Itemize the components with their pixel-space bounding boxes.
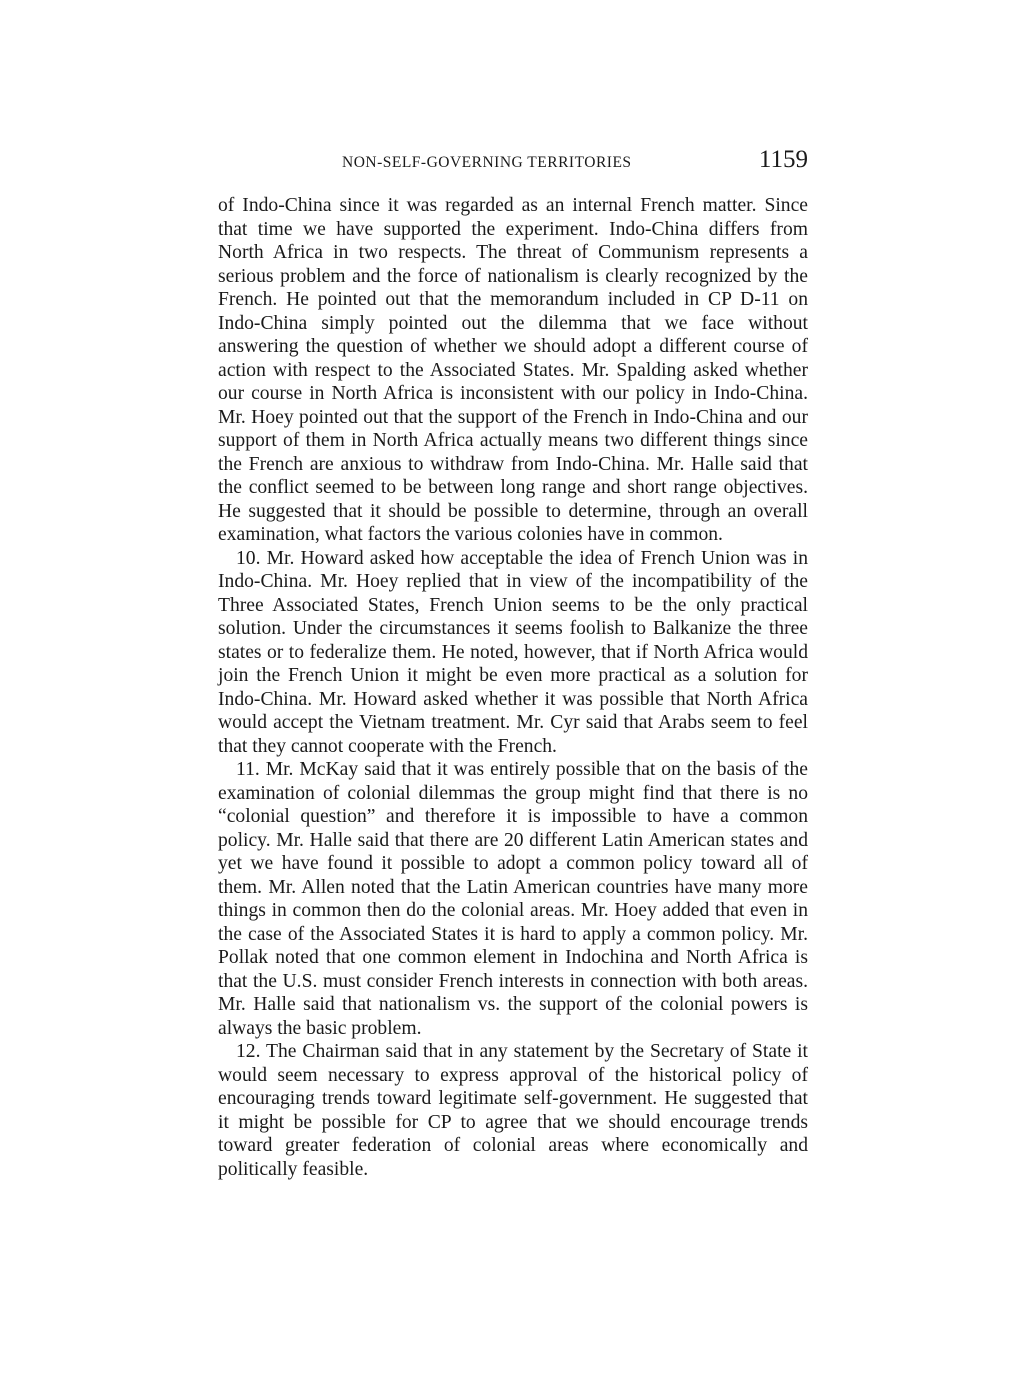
- document-body: [218, 194, 808, 1181]
- running-title: NON-SELF-GOVERNING TERRITORIES: [342, 154, 632, 171]
- paragraph-continued: of Indo-China since it was regarded as an internal French matter. Since that time we have supported the experiment. Indo-China differs from North Africa in two respects. The threat of Communism represents a serious problem and the force of nationalism is clearly recognized by the French. He pointed out that the memorandum included in CP D-11 on Indo-China simply pointed out the dilemma that we face without answering the question of whether we should adopt a different course of action with respect to the Associated States. Mr. Spalding asked whether our course in North Africa is inconsistent with our policy in Indo-China. Mr. Hoey pointed out that the support of the French in Indo-China and our support of them in North Africa actually means two different things since the French are anxious to withdraw from Indo-China. Mr. Halle said that the conflict seemed to be between long range and short range objectives. He suggested that it should be possible to determine, through an overall examination, what factors the various colonies have in common.: [218, 195, 808, 545]
- paragraph-11: 11. Mr. McKay said that it was entirely possible that on the basis of the examination of colonial dilemmas the group might find that there is no “colonial question” and therefore it is impossible to have a common policy. Mr. Halle said that there are 20 different Latin American states and yet we have found it possible to adopt a common policy toward all of them. Mr. Allen noted that the Latin American countries have many more things in common then do the colonial areas. Mr. Hoey added that even in the case of the Associated States it is hard to apply a common policy. Mr. Pollak noted that one common element in Indochina and North Africa is that the U.S. must consider French interests in connection with both areas. Mr. Halle said that nationalism vs. the support of the colonial powers is always the basic problem.: [218, 759, 808, 1039]
- paragraph-10: 10. Mr. Howard asked how acceptable the idea of French Union was in Indo-China. Mr. Hoey replied that in view of the incompatibility of the Three Associated States, French Union seems to be the only practical solution. Under the circumstances it seems foolish to Balkanize the three states or to federalize them. He noted, however, that if North Africa would join the French Union it might be even more practical as a solution for Indo-China. Mr. Howard asked whether it was possible that North Africa would accept the Vietnam treatment. Mr. Cyr said that Arabs seem to feel that they cannot cooperate with the French.: [218, 547, 808, 757]
- document-page: [218, 146, 808, 1181]
- page-number: 1159: [758, 146, 808, 173]
- running-head: [218, 146, 808, 180]
- paragraph-12: 12. The Chairman said that in any statement by the Secretary of State it would seem necessary to express approval of the historical policy of encouraging trends toward legitimate self-government. He suggested that it might be possible for CP to agree that we should encourage trends toward greater federation of colonial areas where economically and politically feasible.: [218, 1041, 808, 1180]
